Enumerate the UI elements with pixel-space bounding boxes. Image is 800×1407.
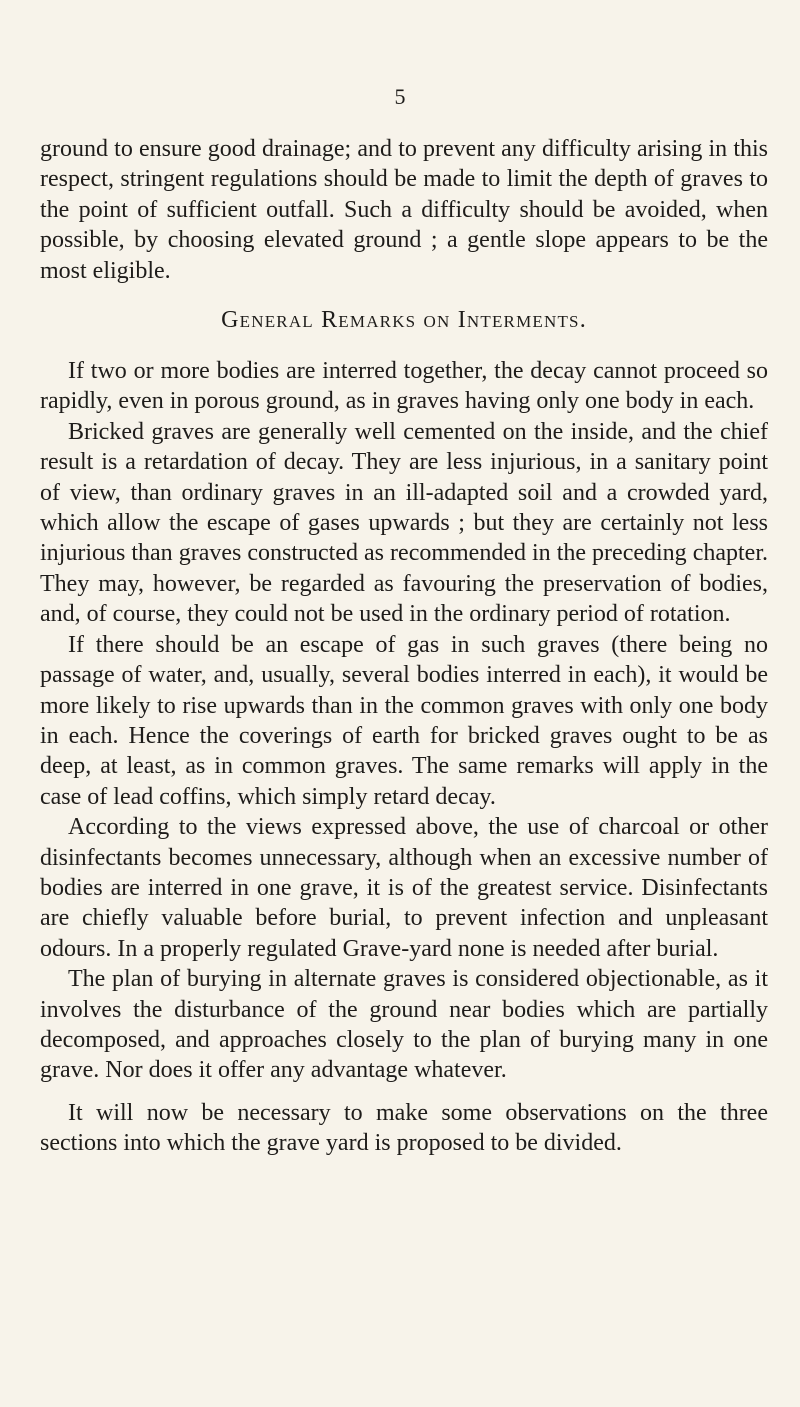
section-heading: General Remarks on Interments. [221, 307, 587, 334]
paragraph-alternate-graves: The plan of burying in alternate graves is considered objectionable, as it involves the disturbance of the ground near bodies which are partially decomposed, and approaches closely to the plan of burying many in one grave. Nor does it offer any advantage whatever. [40, 966, 768, 1084]
paragraph-two-bodies: If two or more bodies are interred together, the decay cannot proceed so rapidly, even in porous ground, as in graves having only one body in each. [40, 358, 768, 415]
paragraph-charcoal-disinfectants: According to the views expressed above, the use of charcoal or other disinfectants becomes unnecessary, although when an excessive number of bodies are interred in one grave, it is of the greatest service. Disinfectants are chiefly valuable before burial, to prevent infection and unpleasant odours. In a properly regulated Grave-yard none is needed after burial. [40, 814, 768, 962]
paragraph-gas-escape: If there should be an escape of gas in such graves (there being no passage of water, and, usually, several bodies interred in each), it would be more likely to rise upwards than in the common graves with only one body in each. Hence the coverings of earth for bricked graves ought to be as deep, at least, as in common graves. The same remarks will apply in the case of lead coffins, which simply retard decay. [40, 631, 768, 810]
page-number: 5 [394, 84, 406, 109]
paragraph-bricked-graves: Bricked graves are generally well cemented on the inside, and the chief result is a retardation of decay. They are less injurious, in a sanitary point of view, than ordinary graves in an ill-adapted soil and a crowded yard, which allow the escape of gases upwards ; but they are certainly not less injurious than graves constructed as recommended in the preceding chapter. They may, however, be regarded as favouring the preservation of bodies, and, of course, they could not be used in the ordinary period of rotation. [40, 418, 768, 628]
body-text [40, 134, 768, 1159]
paragraph-drainage-continuation: ground to ensure good drainage; and to prevent any difficulty arising in this respect, stringent regulations should be made to limit the depth of graves to the point of sufficient outfall. Such a difficulty should be avoided, when possible, by choosing elevated ground ; a gentle slope appears to be the most eligible. [40, 136, 768, 284]
paragraph-three-sections: It will now be necessary to make some observations on the three sections into which the grave yard is proposed to be divided. [40, 1099, 768, 1157]
